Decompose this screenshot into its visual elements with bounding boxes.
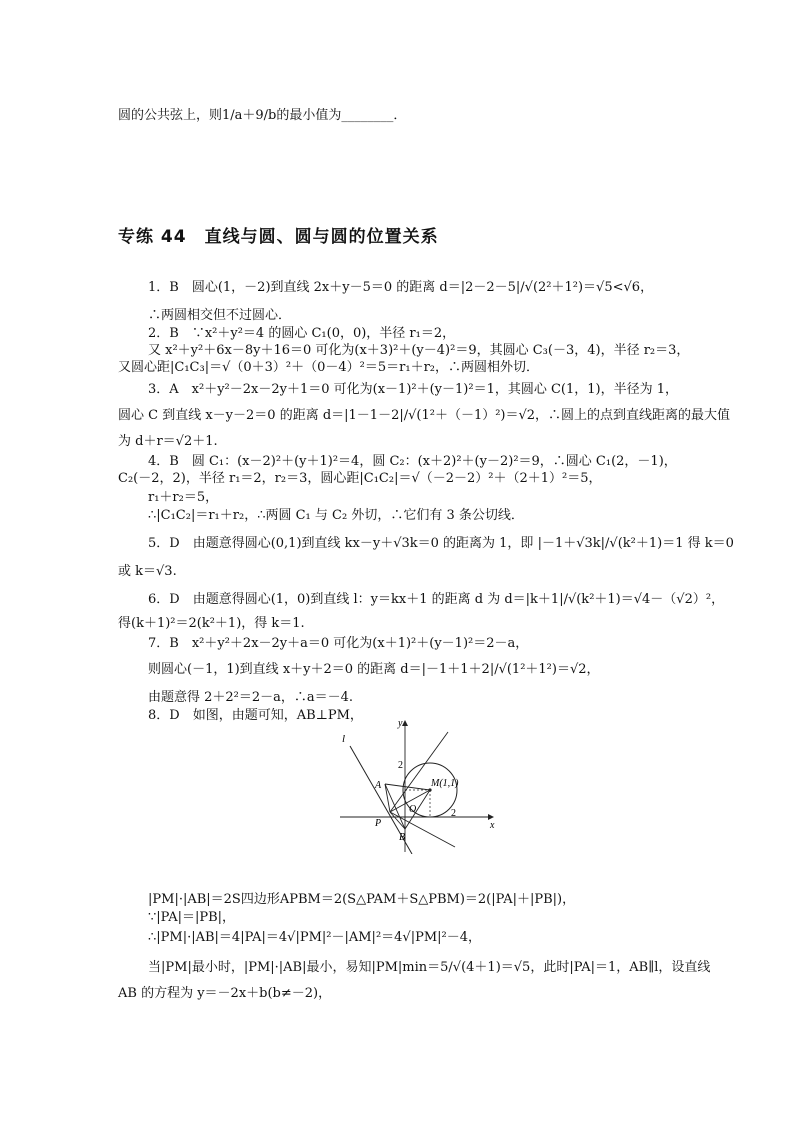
fig-label-2x: 2 bbox=[451, 808, 456, 819]
section-title: 专练 44 直线与圆、圆与圆的位置关系 bbox=[118, 227, 439, 247]
answer-line: 4．B 圆 C₁：(x－2)²＋(y＋1)²＝4，圆 C₂：(x＋2)²＋(y－2)²＝9，∴圆心 C₁(2，－1)， bbox=[148, 454, 677, 469]
answer-line: AB 的方程为 y＝－2x＋b(b≠－2)， bbox=[118, 986, 332, 1001]
answer-line: 当|PM|最小时，|PM|·|AB|最小，易知|PM|min＝5/√(4＋1)＝√5，此时|PA|＝1，AB∥l，设直线 bbox=[148, 960, 711, 975]
answer-line: 8．D 如图，由题可知，AB⊥PM， bbox=[148, 708, 363, 723]
answer-line: 得(k＋1)²＝2(k²＋1)，得 k＝1. bbox=[118, 616, 305, 631]
answer-line: 7．B x²＋y²＋2x－2y＋a＝0 可化为(x＋1)²＋(y－1)²＝2－a， bbox=[148, 636, 529, 651]
answer-line: 由题意得 2＋2²＝2－a，∴a＝－4. bbox=[148, 690, 354, 705]
answer-line: ∴|PM|·|AB|＝4|PA|＝4√|PM|²－|AM|²＝4√|PM|²－4， bbox=[148, 930, 482, 945]
quad-ab bbox=[385, 784, 430, 829]
answer-line: 或 k＝√3. bbox=[118, 564, 177, 579]
answer-line: 6．D 由题意得圆心(1，0)到直线 l：y＝kx＋1 的距离 d 为 d＝|k＋1|/√(k²＋1)＝√4－（√2）²， bbox=[148, 592, 725, 607]
answer-line: 1．B 圆心(1，－2)到直线 2x＋y－5＝0 的距离 d＝|2－2－5|/√(2²＋1²)＝√5<√6， bbox=[148, 280, 654, 295]
fig-label-o: O bbox=[409, 804, 417, 815]
answer-line: |PM|·|AB|＝2S四边形APBM＝2(S△PAM＋S△PBM)＝2(|PA|＋|PB|)， bbox=[148, 892, 576, 907]
fig-label-m: M(1,1) bbox=[431, 778, 459, 789]
answer-line: 又 x²＋y²＋6x－8y＋16＝0 可化为(x＋3)²＋(y－4)²＝9，其圆心 C₃(－3，4)，半径 r₂＝3， bbox=[148, 343, 690, 358]
fig-label-b: B bbox=[399, 832, 406, 843]
answer-line: ∵|PA|＝|PB|， bbox=[148, 910, 236, 925]
answer-line: ∴|C₁C₂|＝r₁＋r₂，∴两圆 C₁ 与 C₂ 外切，∴它们有 3 条公切线． bbox=[148, 508, 524, 523]
answer-line: 5．D 由题意得圆心(0,1)到直线 kx－y＋√3k＝0 的距离为 1，即 |－1＋√3k|/√(k²＋1)＝1 得 k＝0 bbox=[148, 536, 734, 551]
answer-line: r₁＋r₂＝5， bbox=[148, 490, 219, 505]
line-pa bbox=[390, 732, 448, 812]
answer-line: 圆心 C 到直线 x－y－2＝0 的距离 d＝|1－1－2|/√(1²＋（－1）²)＝√2，∴圆上的点到直线距离的最大值 bbox=[118, 408, 731, 423]
y-axis-arrow bbox=[402, 720, 408, 726]
answer-line: 则圆心(－1，1)到直线 x＋y＋2＝0 的距离 d＝|－1＋1＋2|/√(1²＋1²)＝√2， bbox=[148, 662, 600, 677]
answer-line: 3．A x²＋y²－2x－2y＋1＝0 可化为(x－1)²＋(y－1)²＝1，其圆心 C(1，1)，半径为 1， bbox=[148, 382, 679, 397]
answer-line: 又圆心距|C₁C₃|＝√（0＋3）²＋（0－4）²＝5＝r₁＋r₂，∴两圆相外切． bbox=[118, 360, 539, 375]
fig-label-y: y bbox=[398, 718, 403, 729]
geometry-figure bbox=[330, 712, 500, 854]
answer-line: 为 d＋r＝√2＋1. bbox=[118, 434, 218, 449]
fig-label-a: A bbox=[375, 780, 382, 791]
fig-label-p: P bbox=[375, 818, 382, 829]
answer-line: C₂(－2，2)，半径 r₁＝2，r₂＝3，圆心距|C₁C₂|＝√（－2－2）²＋（2＋1）²＝5， bbox=[118, 471, 602, 486]
fig-label-2y: 2 bbox=[398, 760, 403, 771]
fig-label-x: x bbox=[490, 820, 495, 831]
top-line: 圆的公共弦上，则1/a＋9/b的最小值为________． bbox=[118, 108, 407, 123]
fig-label-l: l bbox=[342, 733, 346, 745]
answer-line: 2．B ∵x²＋y²＝4 的圆心 C₁(0，0)，半径 r₁＝2， bbox=[148, 326, 456, 341]
figure-svg bbox=[330, 712, 500, 854]
answer-line: ∴两圆相交但不过圆心． bbox=[148, 308, 292, 323]
